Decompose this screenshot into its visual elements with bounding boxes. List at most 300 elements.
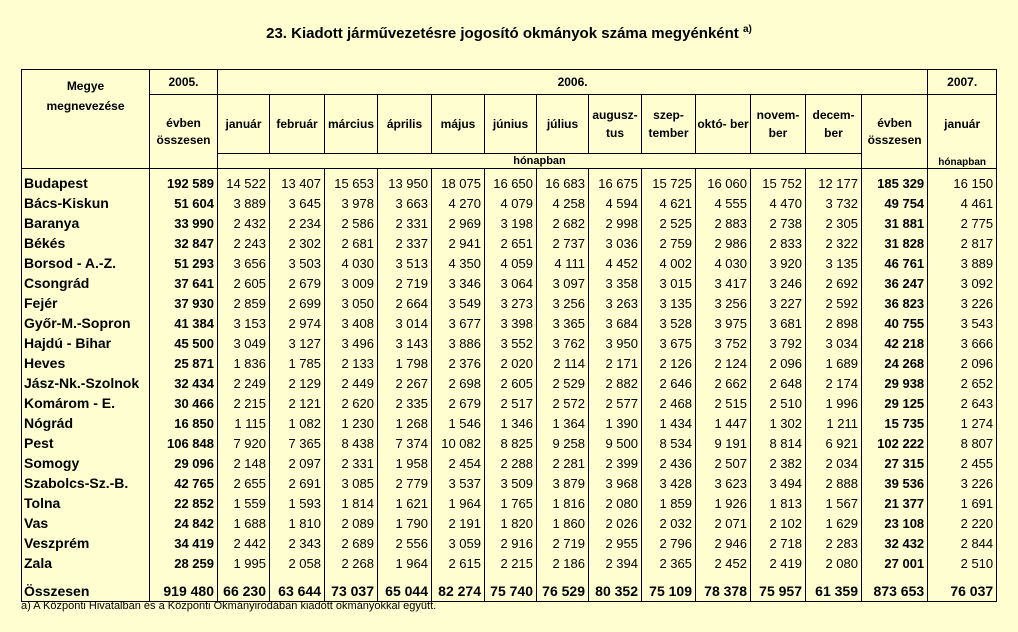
value-month: 2 882 (589, 373, 642, 393)
value-month: 3 950 (589, 333, 642, 353)
value-month: 2 888 (806, 473, 862, 493)
value-month: 3 135 (806, 253, 862, 273)
value-month: 2 096 (751, 353, 806, 373)
value-month: 3 509 (485, 473, 537, 493)
value-month: 3 503 (270, 253, 325, 273)
table-row (22, 313, 997, 333)
value-2007-jan: 4 461 (928, 193, 997, 213)
value-month: 2 510 (751, 393, 806, 413)
value-month: 3 398 (485, 313, 537, 333)
value-month: 4 470 (751, 193, 806, 213)
value-month: 2 651 (485, 233, 537, 253)
value-month: 3 645 (270, 193, 325, 213)
value-2005-total: 41 384 (150, 313, 218, 333)
value-2007-jan: 1 691 (928, 493, 997, 513)
value-month: 82 274 (432, 573, 485, 602)
value-month: 15 752 (751, 169, 806, 194)
footnote: a) A Központi Hivatalban és a Központi Okmányirodában kiadott okmányokkal együtt. (21, 600, 437, 612)
value-month: 7 920 (218, 433, 270, 453)
value-month: 2 133 (325, 353, 378, 373)
value-month: 2 699 (270, 293, 325, 313)
value-month: 2 859 (218, 293, 270, 313)
value-month: 2 171 (589, 353, 642, 373)
value-2005-total: 16 850 (150, 413, 218, 433)
value-month: 3 009 (325, 273, 378, 293)
value-month: 2 468 (642, 393, 696, 413)
value-month: 3 732 (806, 193, 862, 213)
value-month: 1 995 (218, 553, 270, 573)
value-month: 2 986 (696, 233, 751, 253)
value-month: 2 691 (270, 473, 325, 493)
total-row (22, 573, 997, 602)
value-month: 78 378 (696, 573, 751, 602)
value-month: 2 234 (270, 213, 325, 233)
value-month: 1 082 (270, 413, 325, 433)
value-2005-total: 30 466 (150, 393, 218, 413)
value-month: 2 126 (642, 353, 696, 373)
value-2005-total: 25 871 (150, 353, 218, 373)
value-month: 3 752 (696, 333, 751, 353)
value-month: 1 364 (537, 413, 589, 433)
value-month: 65 044 (378, 573, 432, 602)
value-month: 66 230 (218, 573, 270, 602)
value-month: 2 681 (325, 233, 378, 253)
value-month: 8 534 (642, 433, 696, 453)
value-month: 2 646 (642, 373, 696, 393)
value-month: 3 246 (751, 273, 806, 293)
value-month: 1 302 (751, 413, 806, 433)
value-2006-total: 31 881 (862, 213, 928, 233)
value-month: 2 243 (218, 233, 270, 253)
header-month: szep- tember (642, 95, 696, 154)
value-month: 2 679 (270, 273, 325, 293)
value-2007-jan: 16 150 (928, 169, 997, 194)
value-month: 2 605 (485, 373, 537, 393)
value-2007-jan: 2 455 (928, 453, 997, 473)
value-month: 3 015 (642, 273, 696, 293)
value-month: 4 350 (432, 253, 485, 273)
value-month: 1 859 (642, 493, 696, 513)
table-row (22, 293, 997, 313)
value-month: 2 268 (325, 553, 378, 573)
header-year-2005: 2005. (150, 70, 218, 95)
value-month: 1 688 (218, 513, 270, 533)
value-month: 3 256 (696, 293, 751, 313)
value-month: 2 302 (270, 233, 325, 253)
value-month: 1 593 (270, 493, 325, 513)
value-month: 2 322 (806, 233, 862, 253)
value-month: 3 978 (325, 193, 378, 213)
value-month: 3 792 (751, 333, 806, 353)
value-month: 1 836 (218, 353, 270, 373)
value-month: 1 790 (378, 513, 432, 533)
value-month: 3 968 (589, 473, 642, 493)
value-2006-total: 39 536 (862, 473, 928, 493)
value-month: 1 559 (218, 493, 270, 513)
county-name: Hajdú - Bihar (22, 333, 150, 353)
title-text: 23. Kiadott járművezetésre jogosító okmányok száma megyénként (266, 25, 739, 42)
value-month: 75 957 (751, 573, 806, 602)
value-month: 2 365 (642, 553, 696, 573)
value-2007-jan: 2 096 (928, 353, 997, 373)
value-month: 2 577 (589, 393, 642, 413)
header-month: január (218, 95, 270, 154)
value-month: 3 014 (378, 313, 432, 333)
value-2005-total: 24 842 (150, 513, 218, 533)
value-month: 2 689 (325, 533, 378, 553)
value-2006-total: 24 268 (862, 353, 928, 373)
header-month: május (432, 95, 485, 154)
value-2007-jan: 76 037 (928, 573, 997, 602)
value-month: 4 059 (485, 253, 537, 273)
value-2005-total: 106 848 (150, 433, 218, 453)
value-month: 1 785 (270, 353, 325, 373)
value-month: 3 677 (432, 313, 485, 333)
value-month: 3 263 (589, 293, 642, 313)
county-name: Fejér (22, 293, 150, 313)
value-month: 3 886 (432, 333, 485, 353)
table-row (22, 233, 997, 253)
value-month: 3 428 (642, 473, 696, 493)
value-month: 2 124 (696, 353, 751, 373)
value-month: 4 270 (432, 193, 485, 213)
value-month: 2 759 (642, 233, 696, 253)
table-title (0, 24, 1018, 42)
table-row (22, 453, 997, 473)
value-2006-total: 36 823 (862, 293, 928, 313)
value-2007-jan: 2 652 (928, 373, 997, 393)
value-month: 16 650 (485, 169, 537, 194)
value-month: 3 256 (537, 293, 589, 313)
value-month: 3 684 (589, 313, 642, 333)
table-row (22, 253, 997, 273)
value-month: 2 026 (589, 513, 642, 533)
value-month: 75 109 (642, 573, 696, 602)
value-2006-total: 32 432 (862, 533, 928, 553)
value-2006-total: 29 938 (862, 373, 928, 393)
value-month: 2 718 (751, 533, 806, 553)
value-month: 3 085 (325, 473, 378, 493)
table-row (22, 193, 997, 213)
header-month: április (378, 95, 432, 154)
value-month: 2 032 (642, 513, 696, 533)
value-month: 2 288 (485, 453, 537, 473)
value-month: 3 496 (325, 333, 378, 353)
county-name: Csongrád (22, 273, 150, 293)
value-month: 3 097 (537, 273, 589, 293)
county-name: Heves (22, 353, 150, 373)
value-month: 73 037 (325, 573, 378, 602)
value-2005-total: 45 500 (150, 333, 218, 353)
value-month: 2 974 (270, 313, 325, 333)
value-month: 2 833 (751, 233, 806, 253)
value-month: 2 662 (696, 373, 751, 393)
value-month: 4 594 (589, 193, 642, 213)
value-2006-total: 23 108 (862, 513, 928, 533)
value-month: 4 452 (589, 253, 642, 273)
value-2006-total: 40 755 (862, 313, 928, 333)
value-month: 3 762 (537, 333, 589, 353)
value-month: 1 820 (485, 513, 537, 533)
value-2005-total: 33 990 (150, 213, 218, 233)
value-month: 8 814 (751, 433, 806, 453)
value-month: 3 036 (589, 233, 642, 253)
value-month: 2 020 (485, 353, 537, 373)
value-month: 2 097 (270, 453, 325, 473)
value-month: 3 143 (378, 333, 432, 353)
value-month: 2 215 (485, 553, 537, 573)
county-name: Borsod - A.-Z. (22, 253, 150, 273)
value-month: 3 227 (751, 293, 806, 313)
value-month: 1 230 (325, 413, 378, 433)
county-name: Békés (22, 233, 150, 253)
value-month: 2 679 (432, 393, 485, 413)
value-month: 2 080 (589, 493, 642, 513)
value-month: 1 958 (378, 453, 432, 473)
table-row (22, 273, 997, 293)
value-2006-total: 185 329 (862, 169, 928, 194)
value-2007-jan: 2 844 (928, 533, 997, 553)
value-month: 1 964 (432, 493, 485, 513)
value-2005-total: 42 765 (150, 473, 218, 493)
value-month: 3 552 (485, 333, 537, 353)
value-month: 6 921 (806, 433, 862, 453)
value-2005-total: 37 930 (150, 293, 218, 313)
value-month: 4 079 (485, 193, 537, 213)
value-2005-total: 51 604 (150, 193, 218, 213)
value-month: 3 127 (270, 333, 325, 353)
value-month: 3 528 (642, 313, 696, 333)
value-month: 1 621 (378, 493, 432, 513)
value-month: 2 941 (432, 233, 485, 253)
value-month: 2 080 (806, 553, 862, 573)
county-name: Budapest (22, 169, 150, 194)
table-row (22, 169, 997, 194)
value-month: 7 365 (270, 433, 325, 453)
county-name: Komárom - E. (22, 393, 150, 413)
value-month: 16 675 (589, 169, 642, 194)
value-month: 2 331 (378, 213, 432, 233)
value-month: 3 656 (218, 253, 270, 273)
value-2005-total: 919 480 (150, 573, 218, 602)
header-2005-total: évben összesen (150, 95, 218, 169)
value-month: 3 365 (537, 313, 589, 333)
value-month: 4 621 (642, 193, 696, 213)
table-row (22, 393, 997, 413)
value-month: 2 586 (325, 213, 378, 233)
value-month: 3 346 (432, 273, 485, 293)
value-2006-total: 49 754 (862, 193, 928, 213)
value-2005-total: 34 419 (150, 533, 218, 553)
value-2006-total: 873 653 (862, 573, 928, 602)
value-month: 2 305 (806, 213, 862, 233)
value-month: 4 002 (642, 253, 696, 273)
value-month: 2 955 (589, 533, 642, 553)
value-month: 3 034 (806, 333, 862, 353)
table-row (22, 493, 997, 513)
value-month: 2 556 (378, 533, 432, 553)
value-month: 2 343 (270, 533, 325, 553)
value-month: 1 816 (537, 493, 589, 513)
value-2007-jan: 3 543 (928, 313, 997, 333)
value-month: 15 725 (642, 169, 696, 194)
value-month: 2 946 (696, 533, 751, 553)
value-month: 15 653 (325, 169, 378, 194)
table-row (22, 553, 997, 573)
value-month: 2 664 (378, 293, 432, 313)
value-2007-jan: 2 643 (928, 393, 997, 413)
value-month: 2 883 (696, 213, 751, 233)
county-name: Jász-Nk.-Szolnok (22, 373, 150, 393)
header-megye-l1: Megye (66, 79, 105, 93)
county-name: Pest (22, 433, 150, 453)
value-month: 2 572 (537, 393, 589, 413)
value-month: 2 281 (537, 453, 589, 473)
value-month: 2 737 (537, 233, 589, 253)
value-month: 3 417 (696, 273, 751, 293)
table-header (22, 70, 997, 169)
value-month: 3 879 (537, 473, 589, 493)
value-month: 2 432 (218, 213, 270, 233)
header-month: március (325, 95, 378, 154)
header-megye (22, 70, 150, 169)
value-month: 2 283 (806, 533, 862, 553)
value-month: 2 449 (325, 373, 378, 393)
value-2007-jan: 3 666 (928, 333, 997, 353)
value-2007-jan: 2 817 (928, 233, 997, 253)
value-month: 1 964 (378, 553, 432, 573)
value-month: 1 926 (696, 493, 751, 513)
value-2006-total: 46 761 (862, 253, 928, 273)
value-month: 2 034 (806, 453, 862, 473)
table-row (22, 473, 997, 493)
value-month: 1 546 (432, 413, 485, 433)
value-month: 2 419 (751, 553, 806, 573)
value-month: 2 648 (751, 373, 806, 393)
value-month: 1 567 (806, 493, 862, 513)
table-row (22, 513, 997, 533)
table-row (22, 213, 997, 233)
header-month: július (537, 95, 589, 154)
table-body (22, 169, 997, 602)
value-2006-total: 29 125 (862, 393, 928, 413)
value-month: 3 358 (589, 273, 642, 293)
value-2006-total: 102 222 (862, 433, 928, 453)
value-month: 1 629 (806, 513, 862, 533)
value-month: 13 407 (270, 169, 325, 194)
value-month: 3 153 (218, 313, 270, 333)
value-month: 2 174 (806, 373, 862, 393)
value-month: 3 681 (751, 313, 806, 333)
county-name: Somogy (22, 453, 150, 473)
value-month: 2 969 (432, 213, 485, 233)
table-row (22, 413, 997, 433)
value-month: 2 394 (589, 553, 642, 573)
county-name: Tolna (22, 493, 150, 513)
value-month: 8 438 (325, 433, 378, 453)
value-month: 3 663 (378, 193, 432, 213)
value-month: 2 698 (432, 373, 485, 393)
value-month: 7 374 (378, 433, 432, 453)
value-month: 3 513 (378, 253, 432, 273)
value-month: 75 740 (485, 573, 537, 602)
value-month: 2 529 (537, 373, 589, 393)
value-month: 2 719 (378, 273, 432, 293)
county-name: Összesen (22, 573, 150, 602)
header-month: novem- ber (751, 95, 806, 154)
value-month: 1 346 (485, 413, 537, 433)
title-footnote-mark: a) (742, 24, 752, 35)
table-row (22, 353, 997, 373)
value-month: 1 447 (696, 413, 751, 433)
value-month: 2 779 (378, 473, 432, 493)
value-month: 1 765 (485, 493, 537, 513)
value-month: 2 738 (751, 213, 806, 233)
value-month: 2 267 (378, 373, 432, 393)
county-name: Bács-Kiskun (22, 193, 150, 213)
value-month: 1 115 (218, 413, 270, 433)
value-month: 2 998 (589, 213, 642, 233)
value-month: 1 996 (806, 393, 862, 413)
value-month: 2 335 (378, 393, 432, 413)
value-month: 2 454 (432, 453, 485, 473)
value-month: 3 675 (642, 333, 696, 353)
county-name: Nógrád (22, 413, 150, 433)
value-month: 4 030 (325, 253, 378, 273)
value-2006-total: 15 735 (862, 413, 928, 433)
value-month: 2 442 (218, 533, 270, 553)
value-month: 61 359 (806, 573, 862, 602)
value-month: 80 352 (589, 573, 642, 602)
header-megye-l2: megnevezése (46, 99, 125, 113)
value-month: 14 522 (218, 169, 270, 194)
value-2006-total: 36 247 (862, 273, 928, 293)
value-month: 2 916 (485, 533, 537, 553)
county-name: Zala (22, 553, 150, 573)
header-honapban: hónapban (218, 154, 862, 169)
table-row (22, 433, 997, 453)
value-month: 1 860 (537, 513, 589, 533)
table-row (22, 533, 997, 553)
value-2007-jan: 3 889 (928, 253, 997, 273)
value-month: 2 592 (806, 293, 862, 313)
value-month: 2 249 (218, 373, 270, 393)
value-month: 13 950 (378, 169, 432, 194)
value-2005-total: 32 847 (150, 233, 218, 253)
value-month: 3 494 (751, 473, 806, 493)
value-month: 1 798 (378, 353, 432, 373)
value-month: 2 898 (806, 313, 862, 333)
value-month: 16 060 (696, 169, 751, 194)
value-2005-total: 37 641 (150, 273, 218, 293)
data-table (21, 69, 997, 602)
value-month: 2 102 (751, 513, 806, 533)
value-month: 2 071 (696, 513, 751, 533)
county-name: Veszprém (22, 533, 150, 553)
value-month: 9 191 (696, 433, 751, 453)
header-honapban-2007: hónapban (928, 154, 997, 169)
value-2005-total: 28 259 (150, 553, 218, 573)
value-month: 3 273 (485, 293, 537, 313)
value-month: 2 796 (642, 533, 696, 553)
value-month: 2 399 (589, 453, 642, 473)
value-month: 4 111 (537, 253, 589, 273)
value-month: 2 682 (537, 213, 589, 233)
value-month: 2 129 (270, 373, 325, 393)
value-month: 3 135 (642, 293, 696, 313)
value-month: 2 121 (270, 393, 325, 413)
value-month: 1 211 (806, 413, 862, 433)
